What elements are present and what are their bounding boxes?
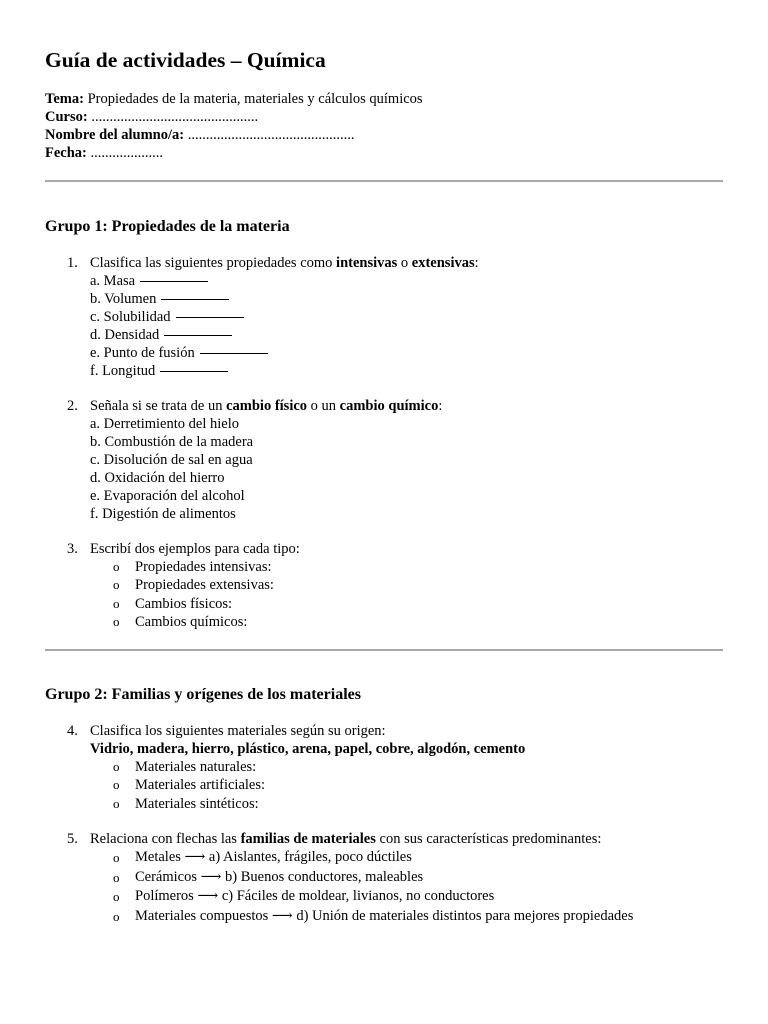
q2-item: e. Evaporación del alcohol <box>90 488 245 504</box>
question-text <box>90 254 723 272</box>
q5-item-label: Polímeros ⟶ c) Fáciles de moldear, livianos, no conductores <box>135 888 495 905</box>
q1-item <box>90 362 723 380</box>
meta-fecha <box>45 144 723 162</box>
q2-text-mid: o un <box>307 398 340 414</box>
q2-text-post: : <box>438 398 443 414</box>
q3-item-label: Propiedades intensivas: <box>135 559 272 575</box>
q1-item-label: c. Solubilidad <box>90 309 171 325</box>
q4-bullet-item <box>90 776 723 794</box>
q5-item-label: Cerámicos ⟶ b) Buenos conductores, maleables <box>135 868 424 885</box>
q2-item: c. Disolución de sal en agua <box>90 452 253 468</box>
question-number: 1. <box>67 255 78 271</box>
q2-keyword-fisico: cambio físico <box>226 398 308 414</box>
q1-item <box>90 308 723 326</box>
q2-item: a. Derretimiento del hielo <box>90 416 239 432</box>
q4-item-label: Materiales sintéticos: <box>135 795 259 812</box>
q5-item-label: Metales ⟶ a) Aislantes, frágiles, poco dúctiles <box>135 849 412 866</box>
group1-heading: Grupo 1: Propiedades de la materia <box>45 218 290 235</box>
nombre-label: Nombre del alumno/a: <box>45 127 185 143</box>
question-number: 3. <box>67 541 78 557</box>
meta-block <box>45 90 723 162</box>
answer-line <box>176 317 244 318</box>
question-number: 2. <box>67 398 78 414</box>
q5-item-label: Materiales compuestos ⟶ d) Unión de materiales distintos para mejores propiedades <box>135 907 634 924</box>
q5-match-item <box>90 907 723 927</box>
q3-item-label: Propiedades extensivas: <box>135 577 274 594</box>
answer-line <box>160 371 228 372</box>
q5-text-pre: Relaciona con flechas las <box>90 831 241 848</box>
answer-line <box>140 281 208 282</box>
fecha-value: .................... <box>90 145 163 161</box>
answer-line <box>161 299 229 300</box>
question-number: 4. <box>67 723 78 740</box>
q3-bullet-item <box>90 558 723 576</box>
q1-text-mid: o <box>397 255 412 271</box>
tema-value: Propiedades de la materia, materiales y cálculos químicos <box>87 91 423 107</box>
q1-text-pre: Clasifica las siguientes propiedades como <box>90 255 337 271</box>
q1-item <box>90 272 723 290</box>
q4-bullet-item <box>90 795 723 813</box>
meta-curso <box>45 108 723 126</box>
question-text <box>90 397 723 415</box>
tema-label: Tema: <box>45 91 84 107</box>
bullet-marker: o <box>113 613 120 629</box>
bullet-marker: o <box>113 777 120 793</box>
q2-keyword-quimico: cambio químico <box>339 398 439 414</box>
q3-bullet-item <box>90 576 723 594</box>
bullet-marker: o <box>113 795 120 811</box>
q1-keyword-intensivas: intensivas <box>336 255 398 271</box>
q1-item <box>90 344 723 362</box>
q3-bullet-item <box>90 613 723 631</box>
meta-tema <box>45 90 723 108</box>
section-divider <box>45 180 723 182</box>
answer-line <box>164 335 232 336</box>
q5-text-post: con sus características predominantes: <box>375 831 602 848</box>
question-text: Clasifica los siguientes materiales según su origen: <box>90 723 386 740</box>
q1-item <box>90 326 723 344</box>
q1-item-label: f. Longitud <box>90 363 156 379</box>
bullet-marker: o <box>113 850 120 866</box>
q1-item-label: e. Punto de fusión <box>90 345 195 361</box>
fecha-label: Fecha: <box>45 145 87 161</box>
question-5 <box>45 830 723 926</box>
q1-item-label: b. Volumen <box>90 291 157 307</box>
question-text: Escribí dos ejemplos para cada tipo: <box>90 541 300 557</box>
q3-item-label: Cambios químicos: <box>135 613 248 630</box>
q5-match-item <box>90 868 723 888</box>
q2-item: d. Oxidación del hierro <box>90 470 225 486</box>
nombre-value: .............................................. <box>187 127 355 143</box>
question-number: 5. <box>67 831 78 848</box>
q4-item-label: Materiales naturales: <box>135 759 257 776</box>
q1-text-post: : <box>474 255 479 271</box>
curso-value: .............................................. <box>91 109 259 125</box>
meta-nombre <box>45 126 723 144</box>
bullet-marker: o <box>113 869 120 885</box>
bullet-marker: o <box>113 759 120 775</box>
q3-bullet-item <box>90 595 723 613</box>
q5-match-item <box>90 887 723 907</box>
bullet-marker: o <box>113 889 120 905</box>
q2-item: f. Digestión de alimentos <box>90 506 236 522</box>
section-divider <box>45 649 723 651</box>
q1-keyword-extensivas: extensivas <box>411 255 475 271</box>
q5-keyword-familias: familias de materiales <box>240 831 376 848</box>
answer-line <box>200 353 268 354</box>
materials-list: Vidrio, madera, hierro, plástico, arena, papel, cobre, algodón, cemento <box>90 741 526 758</box>
q1-item <box>90 290 723 308</box>
q2-item: b. Combustión de la madera <box>90 434 254 450</box>
bullet-marker: o <box>113 595 120 611</box>
bullet-marker: o <box>113 559 120 574</box>
q5-match-item <box>90 848 723 868</box>
q4-item-label: Materiales artificiales: <box>135 777 266 794</box>
question-4 <box>45 722 723 813</box>
q1-item-label: d. Densidad <box>90 327 160 343</box>
q1-item-label: a. Masa <box>90 273 136 289</box>
group2-heading: Grupo 2: Familias y orígenes de los materiales <box>45 686 361 704</box>
question-2 <box>45 397 723 523</box>
q4-bullet-item <box>90 758 723 776</box>
q3-item-label: Cambios físicos: <box>135 595 233 612</box>
page-title: Guía de actividades – Química <box>45 48 326 72</box>
bullet-marker: o <box>113 577 120 593</box>
bullet-marker: o <box>113 908 120 924</box>
curso-label: Curso: <box>45 109 88 125</box>
question-1 <box>45 254 723 380</box>
q2-text-pre: Señala si se trata de un <box>90 398 227 414</box>
question-text <box>90 830 723 848</box>
question-3 <box>45 540 723 631</box>
